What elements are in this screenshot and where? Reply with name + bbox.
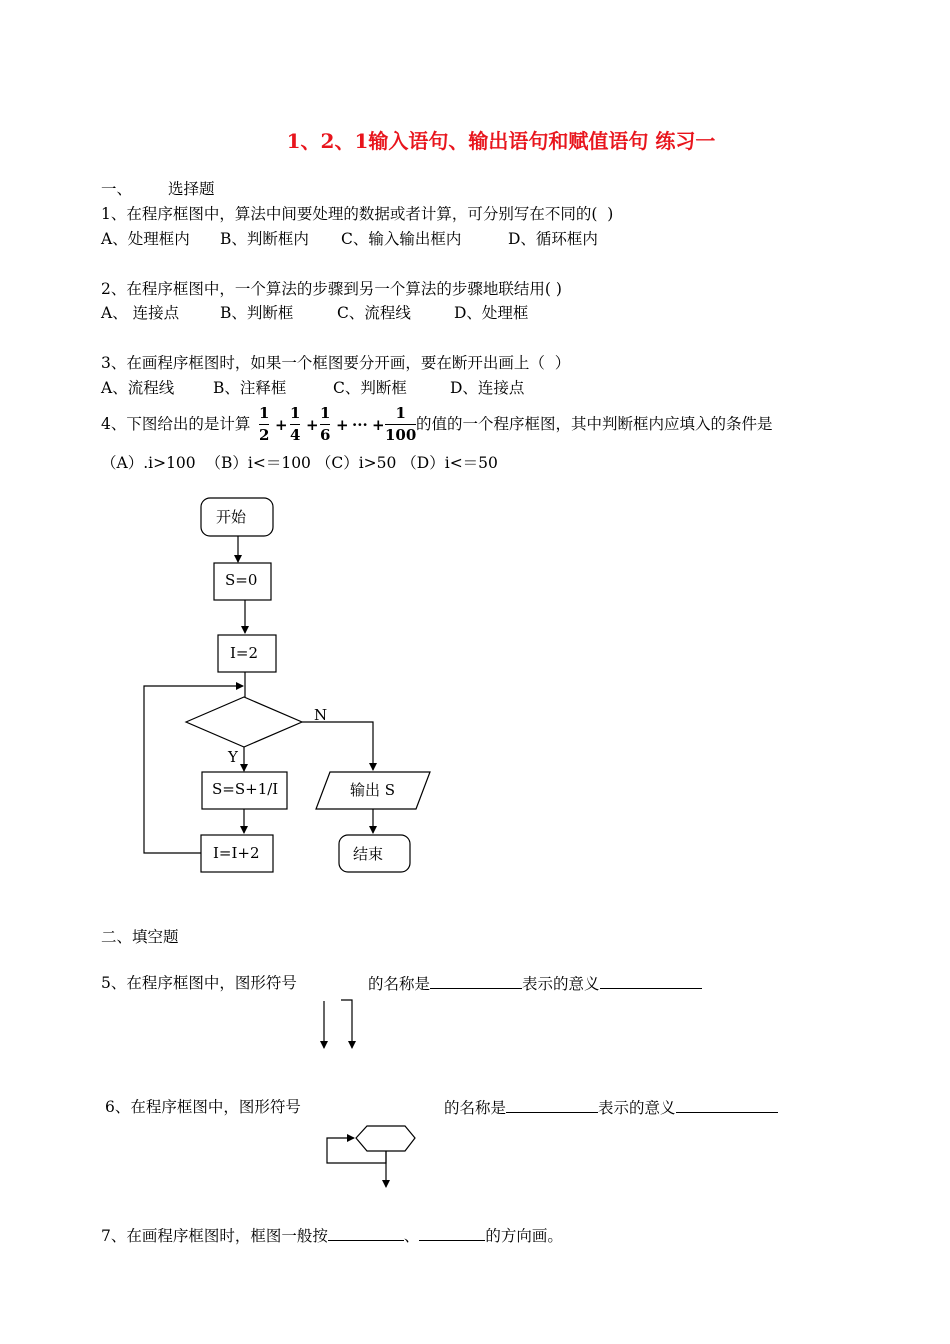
question-1-option-c: C、输入输出框内	[341, 230, 462, 248]
answer-blank[interactable]	[430, 973, 522, 989]
question-3-option-d: D、连接点	[450, 379, 525, 397]
question-1-option-b: B、判断框内	[220, 230, 309, 248]
question-3-option-b: B、注释框	[213, 379, 287, 397]
plus-sign: +	[372, 416, 385, 434]
end-label: 结束	[353, 845, 384, 863]
fraction-one-sixth: 1 6	[320, 404, 331, 444]
plus-sign: +	[306, 416, 319, 434]
question-2-option-c: C、流程线	[337, 304, 411, 322]
question-4-options: （A）.i>100 （B）i<＝100 （C）i>50 （D）i<＝50	[101, 454, 498, 472]
question-4-stem-before: 4、下图给出的是计算	[101, 415, 251, 433]
decision-diamond	[186, 697, 302, 747]
question-1-stem: 1、在程序框图中，算法中间要处理的数据或者计算，可分别写在不同的( )	[101, 205, 614, 223]
fraction-one-quarter: 1 4	[290, 404, 301, 444]
question-6-stem: 6、在程序框图中，图形符号	[105, 1098, 301, 1116]
question-1-option-a: A、处理框内	[101, 230, 190, 248]
question-7-line: 7、在画程序框图时，框图一般按 、 的方向画。	[101, 1227, 563, 1245]
answer-blank[interactable]	[600, 973, 702, 989]
init-s-label: S=0	[225, 571, 258, 589]
fraction-one-half: 1 2	[259, 404, 270, 444]
question-2-option-a: A、 连接点	[101, 304, 180, 322]
ellipsis: ···	[352, 416, 368, 434]
start-label: 开始	[216, 508, 247, 526]
question-2-option-d: D、处理框	[454, 304, 529, 322]
answer-blank[interactable]	[676, 1097, 778, 1113]
output-label: 输出 S	[350, 781, 396, 799]
question-2-option-b: B、判断框	[220, 304, 294, 322]
page-title: 1、2、1输入语句、输出语句和赋值语句 练习一	[286, 129, 716, 153]
answer-blank[interactable]	[328, 1225, 404, 1241]
fraction-one-hundredth: 1 100	[385, 404, 417, 444]
question-4-stem-after: 的值的一个程序框图，其中判断框内应填入的条件是	[416, 415, 773, 433]
question-5-answer-line: 的名称是 表示的意义	[368, 973, 702, 994]
question-3-option-c: C、判断框	[333, 379, 407, 397]
question-1-option-d: D、循环框内	[508, 230, 598, 248]
question-3-stem: 3、在画程序框图时，如果一个框图要分开画，要在断开出画上（ ）	[101, 354, 571, 372]
section-one-label: 选择题	[168, 180, 215, 198]
question-3-option-a: A、流程线	[101, 379, 175, 397]
section-one-number: 一、	[101, 180, 133, 198]
plus-sign: +	[336, 416, 349, 434]
update-s-label: S=S+1/I	[212, 780, 279, 798]
flow-lines-symbol	[324, 1000, 352, 1048]
answer-blank[interactable]	[506, 1097, 598, 1113]
section-two-label: 二、填空题	[101, 928, 179, 946]
answer-blank[interactable]	[419, 1225, 485, 1241]
question-5-stem: 5、在程序框图中，图形符号	[101, 974, 297, 992]
question-2-stem: 2、在程序框图中，一个算法的步骤到另一个算法的步骤地联结用( )	[101, 280, 562, 298]
plus-sign: +	[275, 416, 288, 434]
no-branch-label: N	[314, 706, 328, 724]
question-6-answer-line: 的名称是 表示的意义	[444, 1097, 778, 1118]
update-i-label: I=I+2	[213, 844, 260, 862]
yes-branch-label: Y	[228, 748, 238, 766]
loop-hexagon-symbol	[327, 1126, 415, 1187]
init-i-label: I=2	[230, 644, 259, 662]
